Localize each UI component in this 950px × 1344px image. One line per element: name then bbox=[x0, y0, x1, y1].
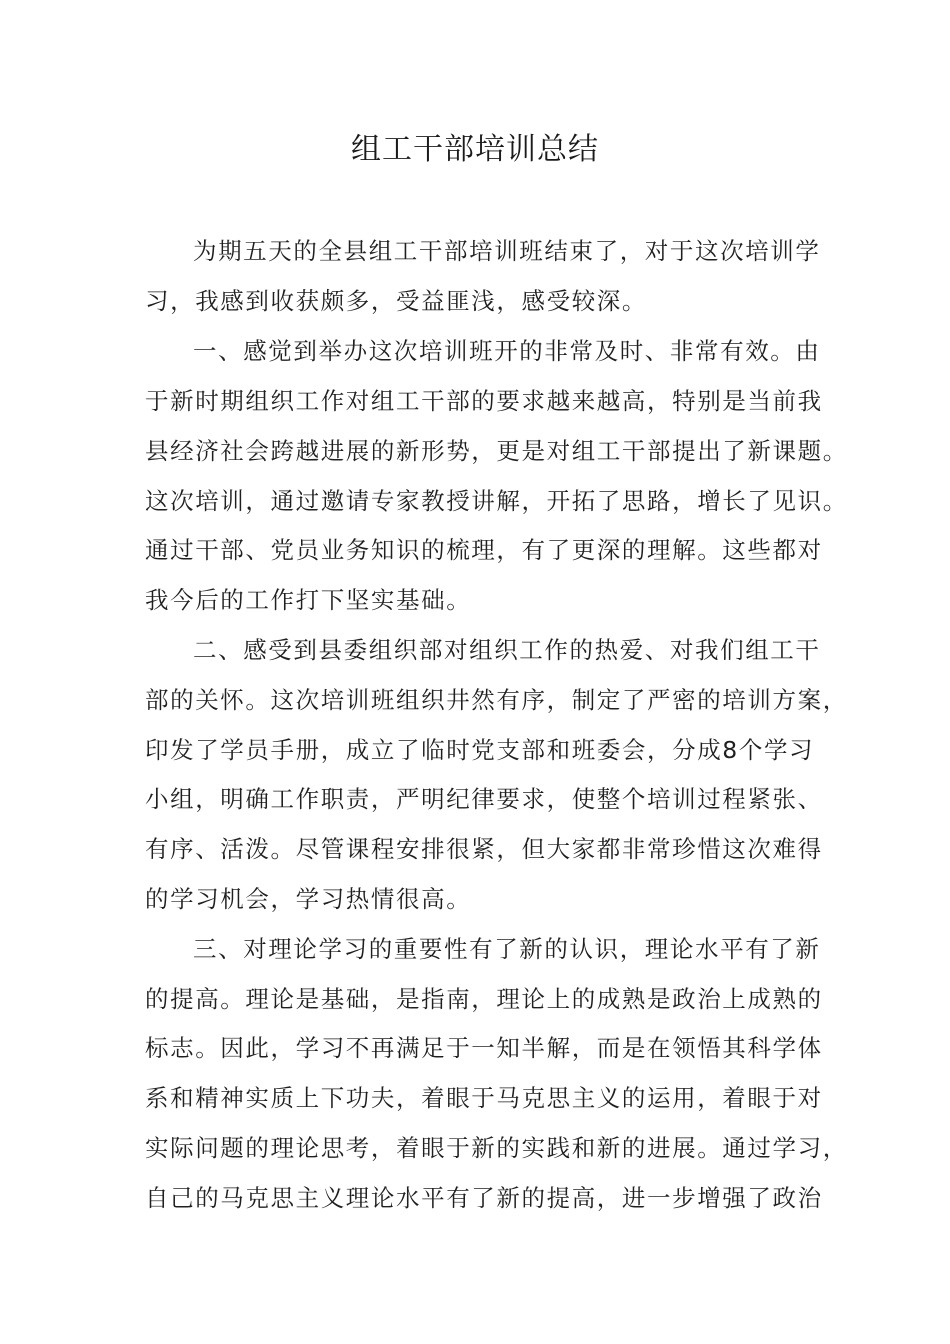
text-line: 实际问题的理论思考，着眼于新的实践和新的进展。通过学习， bbox=[145, 1134, 848, 1162]
text-line: 为期五天的全县组工干部培训班结束了，对于这次培训学 bbox=[193, 237, 821, 265]
text-line: 三、对理论学习的重要性有了新的认识，理论水平有了新 bbox=[193, 935, 821, 963]
text-line: 有序、活泼。尽管课程安排很紧，但大家都非常珍惜这次难得 bbox=[145, 835, 823, 863]
text-line: 标志。因此，学习不再满足于一知半解，而是在领悟其科学体 bbox=[145, 1034, 823, 1062]
text-line: 部的关怀。这次培训班组织井然有序，制定了严密的培训方案， bbox=[145, 686, 848, 714]
text-line: 我今后的工作打下坚实基础。 bbox=[145, 586, 472, 614]
text-line: 小组，明确工作职责，严明纪律要求，使整个培训过程紧张、 bbox=[145, 785, 823, 813]
text-line: 二、感受到县委组织部对组织工作的热爱、对我们组工干 bbox=[193, 636, 821, 664]
text-line: 通过干部、党员业务知识的梳理，有了更深的理解。这些都对 bbox=[145, 536, 823, 564]
text-line: 印发了学员手册，成立了临时党支部和班委会，分成8个学习 bbox=[145, 736, 815, 764]
text-line: 一、感觉到举办这次培训班开的非常及时、非常有效。由 bbox=[193, 337, 821, 365]
text-line: 这次培训，通过邀请专家教授讲解，开拓了思路，增长了见识。 bbox=[145, 487, 848, 515]
text-line: 自己的马克思主义理论水平有了新的提高，进一步增强了政治 bbox=[145, 1184, 823, 1212]
text-line: 系和精神实质上下功夫，着眼于马克思主义的运用，着眼于对 bbox=[145, 1084, 823, 1112]
document-title: 组工干部培训总结 bbox=[351, 132, 599, 167]
text-line: 于新时期组织工作对组工干部的要求越来越高，特别是当前我 bbox=[145, 387, 823, 415]
text-line: 习，我感到收获颇多，受益匪浅，感受较深。 bbox=[145, 287, 647, 315]
text-line: 县经济社会跨越进展的新形势，更是对组工干部提出了新课题。 bbox=[145, 437, 848, 465]
text-line: 的学习机会，学习热情很高。 bbox=[145, 885, 472, 913]
text-line: 的提高。理论是基础，是指南，理论上的成熟是政治上成熟的 bbox=[145, 985, 823, 1013]
